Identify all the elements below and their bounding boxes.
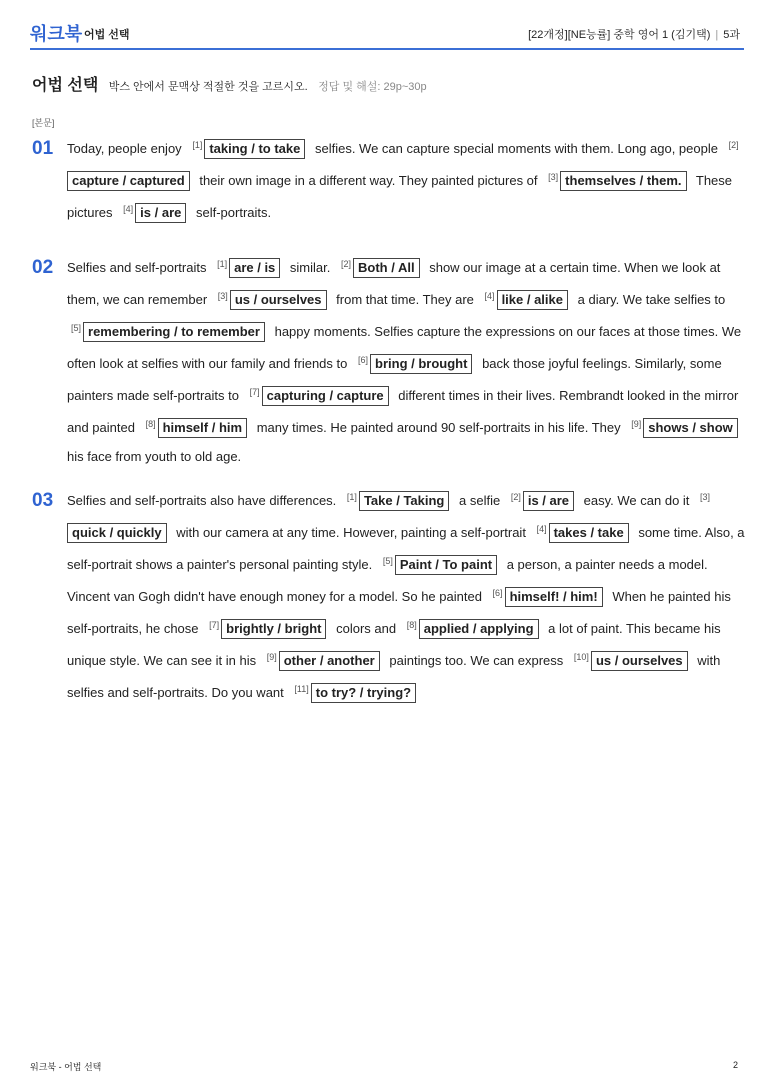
book-title: [22개정][NE능률] 중학 영어 1 (김기택) [528, 29, 711, 41]
lesson-label: 5과 [723, 29, 740, 41]
choice-box[interactable]: to try? / trying? [311, 683, 416, 703]
passage-text: from that time. They are [336, 292, 474, 307]
passage-text: a lot of paint. This became his unique style. We can see it in his [67, 621, 721, 668]
question-number-3: 03 [32, 490, 54, 511]
blank-marker: [1] [346, 492, 357, 502]
passage-text: different times in their lives. Rembrandt looked in the mirror and painted [67, 388, 739, 435]
page-number: 2 [732, 1060, 738, 1070]
passage-text: These pictures [67, 173, 733, 220]
blank-marker: [7] [249, 387, 260, 397]
blank-marker: [5] [382, 556, 393, 566]
passage-text: with our camera at any time. However, painting a self-portrait [176, 525, 526, 540]
choice-box[interactable]: capture / captured [67, 171, 190, 191]
choice-box[interactable]: themselves / them. [560, 171, 686, 191]
choice-box[interactable]: himself / him [158, 418, 247, 438]
choice-box[interactable]: taking / to take [204, 139, 305, 159]
blank-marker: [1] [192, 140, 203, 150]
answer-reference: 정답 및 해설: 29p~30p [318, 81, 427, 93]
blank-marker: [3] [217, 291, 228, 301]
section-directions: 박스 안에서 문맥상 적절한 것을 고르시오. [108, 81, 308, 93]
question-number-1: 01 [32, 138, 54, 159]
blank-marker: [10] [573, 652, 589, 662]
passage-text: some time. Also, a self-portrait shows a painter's personal painting style. [67, 525, 745, 572]
blank-marker: [3] [548, 172, 559, 182]
blank-marker: [2] [728, 140, 739, 150]
passage-text: happy moments. Selfies capture the expressions on our faces at those times. We often look at selfies with our family and friends to [67, 324, 742, 371]
question-number-2: 02 [32, 257, 54, 278]
passage-text: their own image in a different way. They painted pictures of [199, 173, 538, 188]
question-passage-3 [67, 483, 745, 707]
question-passage-2 [67, 250, 745, 471]
passage-text: Today, people enjoy [67, 141, 182, 156]
blank-marker: [7] [209, 620, 220, 630]
section-title: 어법 선택 [32, 77, 99, 94]
header-info [528, 26, 740, 42]
choice-box[interactable]: brightly / bright [221, 619, 326, 639]
passage-text: self-portraits. [196, 205, 272, 220]
choice-box[interactable]: is / are [523, 491, 574, 511]
passage-text: with selfies and self-portraits. Do you want [67, 653, 721, 700]
passage-text: easy. We can do it [583, 493, 690, 508]
choice-box[interactable]: us / ourselves [230, 290, 327, 310]
choice-box[interactable]: Paint / To paint [395, 555, 497, 575]
blank-marker: [4] [536, 524, 547, 534]
choice-box[interactable]: remembering / to remember [83, 322, 265, 342]
blank-marker: [5] [71, 323, 82, 333]
passage-text: When he painted his self-portraits, he chose [67, 589, 731, 636]
blank-marker: [11] [294, 684, 309, 694]
choice-box[interactable]: Take / Taking [359, 491, 449, 511]
choice-box[interactable]: takes / take [549, 523, 629, 543]
passage-text: Selfies and self-portraits [67, 260, 207, 275]
header-subtitle: 어법 선택 [84, 29, 130, 41]
passage-text: Selfies and self-portraits also have differences. [67, 493, 337, 508]
passage-text: many times. He painted around 90 self-portraits in his life. They [256, 420, 621, 435]
question-passage-1 [67, 131, 745, 227]
blank-marker: [6] [358, 355, 369, 365]
footer-label: 워크북 - 어법 선택 [30, 1062, 102, 1072]
passage-text: show our image at a certain time. When we look at them, we can remember [67, 260, 721, 307]
blank-marker: [4] [484, 291, 495, 301]
choice-box[interactable]: are / is [229, 258, 280, 278]
header-separator: | [715, 29, 719, 41]
blank-marker: [8] [406, 620, 417, 630]
blank-marker: [9] [631, 419, 642, 429]
passage-text: colors and [336, 621, 397, 636]
blank-marker: [4] [123, 204, 134, 214]
passage-label: [본문] [32, 118, 55, 128]
choice-box[interactable]: quick / quickly [67, 523, 167, 543]
passage-text: back those joyful feelings. Similarly, some painters made self-portraits to [67, 356, 722, 403]
choice-box[interactable]: is / are [135, 203, 186, 223]
choice-box[interactable]: other / another [279, 651, 380, 671]
blank-marker: [2] [510, 492, 521, 502]
passage-text: a person, a painter needs a model. Vincent van Gogh didn't have enough money for a model. So he painted [67, 557, 708, 604]
blank-marker: [1] [217, 259, 228, 269]
choice-box[interactable]: like / alike [497, 290, 568, 310]
passage-text: similar. [289, 260, 331, 275]
choice-box[interactable]: capturing / capture [262, 386, 389, 406]
passage-text: selfies. We can capture special moments with them. Long ago, people [314, 141, 718, 156]
choice-box[interactable]: bring / brought [370, 354, 472, 374]
section-title-row [32, 72, 427, 95]
choice-box[interactable]: Both / All [353, 258, 420, 278]
passage-text: paintings too. We can express [389, 653, 564, 668]
blank-marker: [9] [266, 652, 277, 662]
blank-marker: [3] [700, 492, 711, 502]
brand-title: 워크북 [30, 24, 83, 44]
blank-marker: [2] [341, 259, 352, 269]
passage-text: a diary. We take selfies to [577, 292, 726, 307]
passage-text: a selfie [459, 493, 501, 508]
choice-box[interactable]: himself! / him! [505, 587, 603, 607]
blank-marker: [8] [145, 419, 156, 429]
choice-box[interactable]: shows / show [643, 418, 738, 438]
page-header [30, 18, 744, 50]
choice-box[interactable]: us / ourselves [591, 651, 688, 671]
choice-box[interactable]: applied / applying [419, 619, 539, 639]
blank-marker: [6] [492, 588, 503, 598]
passage-text: his face from youth to old age. [67, 449, 242, 464]
